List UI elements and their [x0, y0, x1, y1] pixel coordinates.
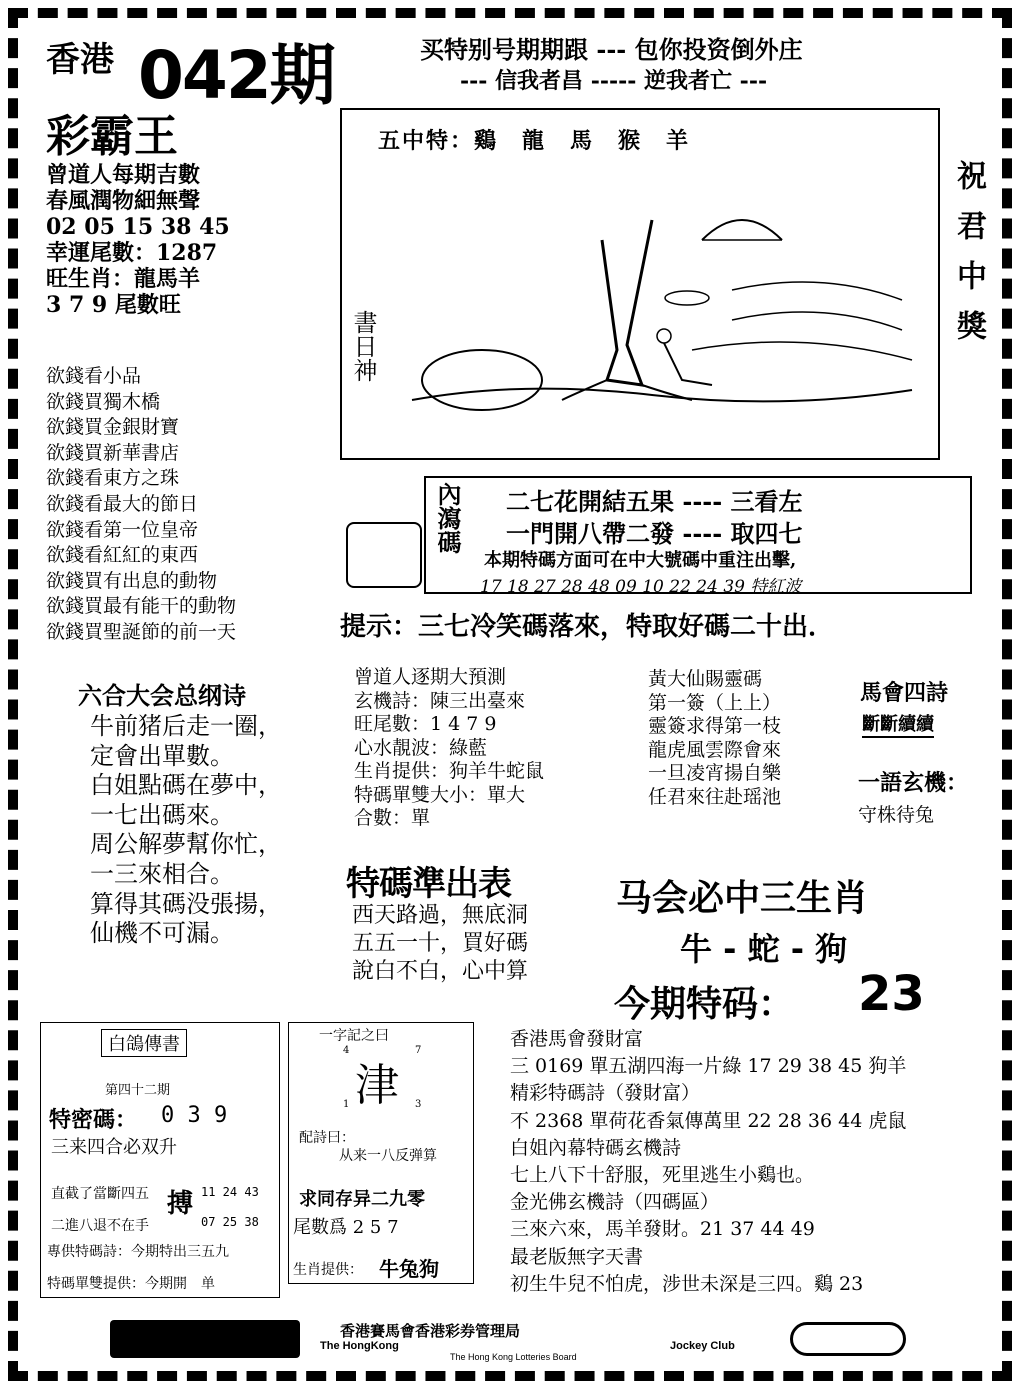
neixie-line-1: 二七花開結五果 ---- 三看左: [506, 487, 803, 516]
mahui-line: 三來六來，馬羊發財。21 37 44 49: [510, 1218, 815, 1241]
bizhong-animals: 牛 - 蛇 - 狗: [680, 930, 848, 968]
liuhe-line: 周公解夢幫你忙，: [90, 830, 282, 859]
liuhe-line: 一三來相合。: [90, 859, 234, 888]
riddle-item: 欲錢買金銀財寶: [46, 416, 180, 439]
jockey-logo-right: [790, 1322, 906, 1356]
mahui-line: 金光佛玄機詩（四碼區）: [510, 1191, 720, 1214]
jockey-logo-left: [110, 1320, 300, 1358]
shengxiao-value: 牛兔狗: [379, 1257, 439, 1281]
corner-tr: 7: [415, 1045, 422, 1056]
riddle-item: 欲錢買最有能干的動物: [46, 595, 237, 618]
liuhe-line: 定會出單數。: [90, 741, 234, 770]
weishu-line: 尾數爲 2 5 7: [293, 1217, 399, 1238]
huang-line: 一旦凌宵揚自樂: [648, 762, 782, 784]
liuhe-title: 六合大会总纲诗: [78, 681, 246, 710]
big-char: 津: [355, 1060, 399, 1111]
huang-daxian: [648, 668, 781, 809]
exclusive-line: 專供特碼詩：今期特出三五九: [47, 1244, 229, 1260]
poem-text: 从来一八反弹算: [339, 1148, 437, 1164]
zeng-line: 曾道人逐期大預測: [354, 666, 507, 688]
hint-line: 提示：三七冷笑碼落來，特取好碼二十出．: [340, 612, 835, 642]
poem-label: 配詩曰：: [299, 1130, 355, 1146]
corner-br: 3: [415, 1099, 422, 1110]
mahui-line: 七上八下十舒服，死里逃生小鷄也。: [510, 1164, 815, 1187]
mahui-title: 馬會四詩: [860, 680, 949, 706]
footer-en-1: The HongKong: [320, 1340, 399, 1352]
mahui-line: 不 2368 單荷花香氣傳萬里 22 28 36 44 虎鼠: [510, 1109, 907, 1132]
nums-1: 11 24 43: [201, 1185, 259, 1199]
nums-2: 07 25 38: [201, 1215, 259, 1229]
huang-line: 黃大仙賜靈碼: [648, 668, 763, 690]
bo-char: 搏: [167, 1189, 194, 1219]
seal-stamp: [346, 522, 422, 588]
liuhe-line: 算得其碼没張揚，: [90, 889, 282, 918]
zeng-prediction: [354, 666, 544, 831]
zi-panel: [288, 1022, 474, 1284]
info-line: 02 05 15 38 45: [46, 214, 230, 240]
liuhe-line: 仙機不可漏。: [90, 919, 234, 948]
riddle-item: 欲錢看東方之珠: [46, 467, 180, 490]
char-label: 一字記之曰: [319, 1028, 389, 1044]
riddle-item: 欲錢買有出息的動物: [46, 569, 218, 592]
brand-header: [42, 22, 352, 112]
left-vertical-text: 書日神: [349, 310, 377, 382]
riddle-item: 欲錢看最大的節日: [46, 492, 199, 515]
secret-value: 0 3 9: [161, 1103, 228, 1128]
slogan-2: --- 信我者昌 ----- 逆我者亡 ---: [460, 68, 768, 94]
huang-line: 靈簽求得第一枝: [648, 715, 782, 737]
picture-frame: [340, 108, 940, 460]
liuhe-line: 牛前猪后走一圈，: [90, 712, 282, 740]
qiutong-line: 求同存异二九零: [299, 1189, 425, 1210]
mahui-line: 白姐內幕特碼玄機詩: [510, 1136, 682, 1159]
mahui-line: 三 0169 單五湖四海一片綠 17 29 38 45 狗羊: [510, 1055, 907, 1078]
baige-panel: [40, 1022, 280, 1298]
left-info: [46, 162, 230, 318]
yiyu-value: 守株待兔: [858, 804, 935, 826]
zeng-line: 心水靚波：綠藍: [354, 736, 488, 759]
issue-number: 042期: [138, 37, 334, 114]
neixie-numbers: 17 18 27 28 48 09 10 22 24 39 特紅波: [480, 577, 802, 597]
book-title: 白鴿傳書: [101, 1029, 187, 1057]
huang-line: 任君來往赴瑶池: [648, 785, 782, 808]
liuhe-poem: [90, 712, 282, 949]
riddle-item: 欲錢買聖誕節的前一天: [46, 620, 237, 643]
liuhe-line: 一七出碼來。: [90, 800, 234, 829]
corner-bl: 1: [343, 1099, 350, 1110]
zeng-line: 特碼單雙大小：單大: [354, 783, 526, 806]
tema-line: 五五一十，買好碼: [352, 931, 529, 956]
info-line: 旺生肖：龍馬羊: [46, 266, 201, 292]
brand-name: 彩霸王: [46, 111, 178, 162]
yiyu-label: 一語玄機：: [858, 770, 969, 796]
footer-en-2: Jockey Club: [670, 1340, 735, 1352]
second-line: 二進八退不在手: [51, 1218, 149, 1234]
neixie-label: 內瀉碼: [433, 482, 462, 554]
riddle-item: 欲錢買新華書店: [46, 441, 180, 464]
info-line: 春風潤物細無聲: [46, 188, 201, 214]
footer-bar: [110, 1320, 930, 1360]
slogan-1: 买特别号期期跟 --- 包你投资倒外庄: [420, 35, 803, 64]
zeng-line: 生肖提供：狗羊牛蛇鼠: [354, 760, 545, 782]
info-line: 幸運尾數：1287: [46, 240, 218, 266]
tema-title: 特碼準出表: [346, 864, 511, 904]
info-line: 曾道人每期吉數: [46, 162, 201, 188]
mahui-line: 最老版無字天書: [510, 1245, 644, 1268]
secret-label: 特密碼：: [49, 1107, 138, 1133]
riddle-item: 欲錢看第一位皇帝: [46, 518, 199, 541]
riddle-item: 欲錢看紅紅的東西: [46, 544, 199, 567]
mahui-line: 香港馬會發財富: [510, 1028, 644, 1050]
huang-line: 第一簽（上上）: [648, 691, 782, 714]
tema-line: 說白不白，心中算: [352, 959, 529, 984]
riddle-list: [46, 364, 236, 646]
mahui-list: [510, 1026, 906, 1298]
neixie-line-3: 本期特碼方面可在中大號碼中重注出擊,: [484, 550, 797, 571]
corner-tl: 4: [343, 1045, 350, 1056]
riddle-item: 欲錢看小品: [46, 365, 142, 387]
tema-lines: [352, 902, 528, 986]
issue-label: 第四十二期: [105, 1083, 171, 1098]
right-vertical-text: 祝君中獎: [951, 160, 986, 360]
neixie-box: [424, 476, 972, 597]
mahui-subtitle: 斷斷續續: [862, 710, 934, 738]
mahui-line: 初生牛兒不怕虎，涉世未深是三四。鷄 23: [510, 1272, 864, 1295]
zeng-line: 旺尾數：1 4 7 9: [354, 713, 497, 735]
mahui-line: 精彩特碼詩（發財富）: [510, 1082, 701, 1105]
bizhong-title: 马会必中三生肖: [616, 878, 869, 919]
landscape-illustration: [402, 180, 922, 450]
brand-prefix: 香港: [46, 40, 114, 80]
today-label: 今期特码：: [614, 984, 795, 1025]
huang-line: 龍虎風雲際會來: [648, 738, 782, 761]
today-value: 23: [858, 966, 925, 1022]
riddle-item: 欲錢買獨木橋: [46, 390, 161, 413]
footer-cn: 香港賽馬會香港彩券管理局: [340, 1322, 521, 1340]
position-line: 直截了當斷四五: [51, 1186, 149, 1202]
phrase: 三来四合必双升: [51, 1137, 177, 1158]
info-line: 3 7 9 尾數旺: [46, 292, 181, 318]
liuhe-line: 白姐點碼在夢中，: [90, 771, 282, 800]
neixie-line-2: 一門開八帶二發 ---- 取四七: [506, 519, 803, 548]
zeng-line: 合數：單: [354, 807, 431, 829]
five-zodiac-line: 五中特：鷄 龍 馬 猴 羊: [378, 128, 691, 154]
shengxiao-label: 生肖提供：: [293, 1262, 363, 1278]
zeng-line: 玄機詩：陳三出臺來: [354, 689, 526, 712]
danshuang-line: 特碼單雙提供：今期開 单: [47, 1276, 215, 1292]
tema-line: 西天路過，無底洞: [352, 903, 529, 928]
footer-en-3: The Hong Kong Lotteries Board: [450, 1352, 577, 1362]
